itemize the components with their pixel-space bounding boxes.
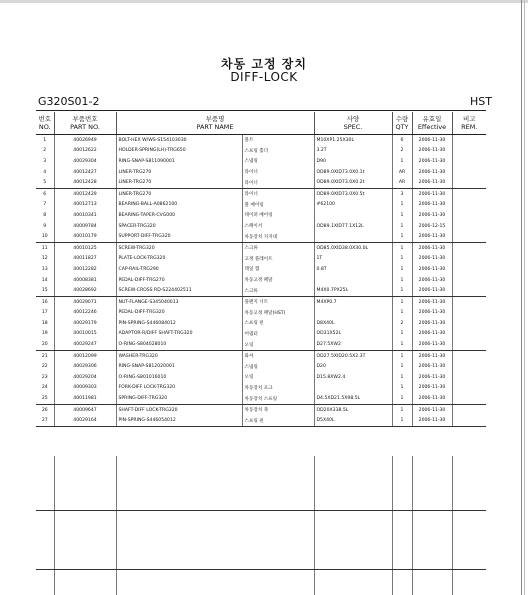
table-row (36, 200, 486, 211)
cell-qty: 1 (392, 254, 412, 265)
header-rule (36, 110, 486, 111)
cell-ko: 차동장치 지지대 (242, 231, 314, 242)
table-row (36, 231, 486, 242)
cell-rem (452, 393, 486, 404)
cell-ko: 차동장치 스프링 (242, 393, 314, 404)
cell-spec: #62100 (314, 200, 392, 211)
cell-part: 40028692 (54, 285, 116, 296)
group-divider (36, 510, 486, 511)
cell-no: 17 (41, 310, 48, 316)
cell-spec: 3.2T (314, 146, 392, 157)
cell-name: O-RING-S801016010 (116, 372, 242, 383)
cell-ko: 라이너 (242, 177, 314, 188)
cell-ko: 레일 캡 (242, 264, 314, 275)
cell-no: 5 (36, 177, 54, 188)
cell-qty: 1 (392, 404, 412, 415)
cell-ko: 플랜지 너트 (242, 296, 314, 307)
table-row (36, 361, 486, 372)
cell-part: 40012282 (54, 264, 116, 275)
header-remark: 비고 REM. (452, 112, 486, 135)
header-spec: 사양 SPEC. (314, 112, 392, 135)
cell-name: LINER-TRG270 (116, 177, 242, 188)
cell-no: 15 (36, 285, 54, 296)
cell-qty: 1 (392, 264, 412, 275)
cell-ko: 차동고정 페달 (242, 275, 314, 286)
cell-rem (452, 372, 486, 383)
table-row (36, 167, 486, 178)
cell-name: BEARING-TAPER-CVG000 (116, 210, 242, 221)
cell-ko: 차동장치 축 (242, 404, 314, 415)
cell-spec: OD20X338.5L (314, 404, 392, 415)
cell-qty: 1 (392, 242, 412, 253)
cell-spec (314, 308, 392, 319)
cell-rem (452, 146, 486, 157)
cell-spec: OD89.1XID77.1X12L (314, 221, 392, 232)
cell-rem (452, 200, 486, 211)
cell-spec: M4X0.7PX25L (314, 285, 392, 296)
cell-ko: 스크류 (242, 242, 314, 253)
cell-part: 40029164 (54, 415, 116, 426)
cell-no: 10 (36, 231, 54, 242)
cell-eff: 2006-11-30 (412, 242, 452, 253)
cell-eff: 2006-11-30 (412, 339, 452, 350)
cell-name: PLATE-LOCK-TRG320 (116, 254, 242, 265)
cell-part: 40029071 (54, 296, 116, 307)
top-edge (0, 0, 528, 3)
cell-name: NUT-FLANGE-S345040013 (116, 296, 242, 307)
cell-eff: 2006-11-30 (412, 156, 452, 167)
cell-ko: 와셔 (242, 350, 314, 361)
cell-spec (314, 231, 392, 242)
table-row (36, 350, 486, 361)
header-qty: 수량 QTY (392, 112, 412, 135)
cell-ko: 어댑터 (242, 329, 314, 340)
cell-qty: 1 (392, 308, 412, 319)
cell-no: 21 (41, 353, 48, 359)
cell-qty: 2 (392, 318, 412, 329)
cell-part: 40012713 (54, 200, 116, 211)
cell-eff: 2006-11-30 (412, 318, 452, 329)
cell-qty: 1 (392, 329, 412, 340)
cell-eff: 2006-11-30 (412, 146, 452, 157)
header-no: 번호 NO. (36, 112, 54, 135)
table-row (36, 135, 486, 146)
cell-part: 40010125 (54, 242, 116, 253)
cell-part: 40010179 (54, 231, 116, 242)
cell-eff: 2006-11-30 (412, 404, 452, 415)
cell-qty: 1 (392, 372, 412, 383)
model-type: HST (470, 95, 492, 108)
cell-rem (452, 285, 486, 296)
cell-ko: 스냅링 (242, 156, 314, 167)
cell-ko: 스프링 핀 (242, 415, 314, 426)
cell-spec: OD27.5XID20.5X2.3T (314, 350, 392, 361)
cell-spec: OD89.0XID73.0X0.5t (314, 188, 392, 199)
cell-eff: 2006-11-30 (412, 177, 452, 188)
cell-ko: 차동장치 포크 (242, 383, 314, 394)
cell-no: 20 (36, 339, 54, 350)
header-effective: 유효일 Effective (412, 112, 452, 135)
cell-eff: 2006-11-30 (412, 135, 452, 146)
cell-no: 23 (41, 374, 48, 380)
cell-name: RING-SNAP-S812020001 (116, 361, 242, 372)
table-row (36, 156, 486, 167)
cell-rem (452, 210, 486, 221)
cell-eff: 2006-11-30 (412, 200, 452, 211)
cell-name: RING-SNAP-S811090001 (116, 156, 242, 167)
cell-ko: 스프링 핀 (242, 318, 314, 329)
table-row (36, 404, 486, 415)
cell-part: 40010341 (54, 210, 116, 221)
cell-no: 27 (36, 415, 54, 426)
cell-ko: 오링 (242, 372, 314, 383)
cell-spec: D15.8XW2.4 (314, 372, 392, 383)
cell-name: PIN-SPRING-S446084012 (116, 318, 242, 329)
cell-part: 40008381 (54, 275, 116, 286)
cell-qty: 3 (392, 188, 412, 199)
table-row (36, 415, 486, 426)
cell-part: 40012246 (54, 308, 116, 319)
cell-eff: 2006-11-30 (412, 308, 452, 319)
cell-part: 40029306 (54, 361, 116, 372)
table-row (36, 275, 486, 286)
cell-name: BOLT-HEX W/WS-S154103030 (116, 135, 242, 146)
cell-rem (452, 308, 486, 319)
cell-spec (314, 210, 392, 221)
cell-rem (452, 350, 486, 361)
cell-eff: 2006-11-30 (412, 167, 452, 178)
cell-no: 1 (43, 137, 47, 143)
column-divider (412, 456, 413, 595)
cell-spec: D27.5XW2 (314, 339, 392, 350)
cell-part: 40009303 (54, 383, 116, 394)
cell-qty: 1 (392, 285, 412, 296)
cell-ko: 볼 베어링 (242, 200, 314, 211)
cell-eff: 2006-11-30 (412, 285, 452, 296)
cell-name: LINER-TRG270 (116, 167, 242, 178)
cell-no: 16 (41, 299, 48, 305)
document-code: G320S01-2 (38, 95, 100, 108)
cell-rem (452, 296, 486, 307)
cell-ko: 고정 플레이트 (242, 254, 314, 265)
cell-name: PEDAL-DIFF-TRG270 (116, 275, 242, 286)
empty-rows-area (36, 456, 486, 595)
cell-no: 6 (43, 191, 47, 197)
cell-ko: 테이퍼 베어링 (242, 210, 314, 221)
cell-eff: 2006-11-30 (412, 254, 452, 265)
table-row (36, 146, 486, 157)
cell-no: 14 (41, 277, 48, 283)
table-row (36, 329, 486, 340)
cell-rem (452, 275, 486, 286)
cell-rem (452, 242, 486, 253)
cell-eff: 2006-11-30 (412, 393, 452, 404)
cell-name: SHAFT-DIFF LOCK-TRG320 (116, 404, 242, 415)
cell-rem (452, 177, 486, 188)
cell-part: 40009784 (54, 221, 116, 232)
cell-qty: 1 (392, 383, 412, 394)
cell-name: SPRING-DIFF-TRG320 (116, 393, 242, 404)
cell-part: 40012427 (54, 167, 116, 178)
cell-spec: M4XP0.7 (314, 296, 392, 307)
cell-spec: OD89.0XID73.0X0.2t (314, 177, 392, 188)
cell-name: SUPPORT-DIFF-TRG320 (116, 231, 242, 242)
cell-spec: 1T (314, 254, 392, 265)
cell-rem (452, 231, 486, 242)
cell-part: 40012622 (54, 146, 116, 157)
cell-eff: 2006-11-30 (412, 275, 452, 286)
cell-no: 12 (41, 256, 48, 262)
table-row (36, 285, 486, 296)
cell-part: 40012429 (54, 188, 116, 199)
cell-spec: OD89.0XID73.0X0.1t (314, 167, 392, 178)
cell-eff: 2006-11-30 (412, 415, 452, 426)
cell-name: FORK-DIFF LOCK-TRG320 (116, 383, 242, 394)
cell-qty: 1 (392, 221, 412, 232)
cell-part: 40011981 (54, 393, 116, 404)
cell-spec: D90 (314, 156, 392, 167)
cell-spec (314, 275, 392, 286)
table-row (36, 308, 486, 319)
cell-name: PEDAL-DIFF-TRG320 (116, 308, 242, 319)
cell-eff: 2006-11-30 (412, 329, 452, 340)
parts-table (36, 112, 486, 427)
cell-spec: D20 (314, 361, 392, 372)
cell-name: SPACER-TRG320 (116, 221, 242, 232)
cell-part: 40009647 (54, 404, 116, 415)
cell-name: CAP-RAIL-TRG290 (116, 264, 242, 275)
cell-rem (452, 156, 486, 167)
cell-part: 40011827 (54, 254, 116, 265)
cell-part: 40029204 (54, 372, 116, 383)
header-part-no: 부품번호 PART NO. (54, 112, 116, 135)
cell-no: 8 (43, 212, 47, 218)
cell-no: 25 (36, 393, 54, 404)
cell-name: O-RING-S804028010 (116, 339, 242, 350)
cell-qty: 1 (392, 415, 412, 426)
table-row (36, 177, 486, 188)
cell-part: 40026949 (54, 135, 116, 146)
table-header-row (36, 112, 486, 135)
cell-eff: 2006-11-30 (412, 296, 452, 307)
cell-rem (452, 404, 486, 415)
cell-spec (314, 383, 392, 394)
cell-rem (452, 415, 486, 426)
cell-ko: 라이너 (242, 167, 314, 178)
cell-eff: 2006-11-30 (412, 383, 452, 394)
cell-name: PIN-SPRING-S446054012 (116, 415, 242, 426)
cell-part: 40012428 (54, 177, 116, 188)
cell-no: 22 (41, 364, 48, 370)
cell-part: 40029247 (54, 339, 116, 350)
cell-qty: 2 (392, 146, 412, 157)
cell-no: 9 (43, 223, 47, 229)
cell-eff: 2006-11-30 (412, 361, 452, 372)
table-row (36, 188, 486, 199)
cell-qty: AR (392, 167, 412, 178)
table-row (36, 254, 486, 265)
cell-eff: 2006-12-15 (412, 221, 452, 232)
column-divider (116, 456, 117, 595)
cell-rem (452, 318, 486, 329)
column-divider (314, 456, 315, 595)
title-korean: 차동 고정 장치 (221, 57, 307, 71)
cell-ko: 라이너 (242, 188, 314, 199)
table-row (36, 264, 486, 275)
cell-rem (452, 264, 486, 275)
cell-no: 13 (41, 266, 48, 272)
cell-spec: OD85.0XID38.0X30.0L (314, 242, 392, 253)
cell-qty: 1 (392, 156, 412, 167)
table-row (36, 339, 486, 350)
cell-spec: OD31X52L (314, 329, 392, 340)
cell-rem (452, 339, 486, 350)
cell-qty: 1 (392, 350, 412, 361)
cell-ko: 오링 (242, 339, 314, 350)
cell-qty: 1 (392, 296, 412, 307)
cell-ko: 볼트 (242, 135, 314, 146)
cell-qty: 1 (392, 200, 412, 211)
header-part-name: 부품명 PART NAME (116, 112, 314, 135)
cell-ko: 스크류 (242, 285, 314, 296)
cell-eff: 2006-11-30 (412, 372, 452, 383)
cell-no: 24 (41, 385, 48, 391)
cell-no: 2 (43, 148, 47, 154)
cell-ko: 스프링 홀더 (242, 146, 314, 157)
cell-rem (452, 135, 486, 146)
cell-rem (452, 361, 486, 372)
cell-spec: D5X40L (314, 415, 392, 426)
page-edge-line (524, 0, 525, 595)
cell-rem (452, 167, 486, 178)
cell-part: 40029304 (54, 156, 116, 167)
cell-qty: 1 (392, 210, 412, 221)
cell-name: SCREW-TRG320 (116, 242, 242, 253)
cell-part: 40029179 (54, 318, 116, 329)
cell-name: WASHER-TRG320 (116, 350, 242, 361)
column-divider (452, 456, 453, 595)
cell-name: HOLDER-SPRING(LH)-TRG650 (116, 146, 242, 157)
cell-part: 40012099 (54, 350, 116, 361)
cell-no: 26 (41, 407, 48, 413)
group-divider (36, 569, 486, 570)
cell-spec: D8X40L (314, 318, 392, 329)
cell-qty: 1 (392, 361, 412, 372)
cell-name: LINER-TRG270 (116, 188, 242, 199)
cell-name: BEARING-BALL-A0862100 (116, 200, 242, 211)
table-row (36, 383, 486, 394)
cell-rem (452, 188, 486, 199)
cell-no: 19 (41, 331, 48, 337)
cell-name: SCREW-CROSS RD-S224402511 (116, 285, 242, 296)
cell-rem (452, 329, 486, 340)
cell-no: 18 (41, 320, 48, 326)
cell-qty: AR (392, 177, 412, 188)
table-row (36, 210, 486, 221)
page-edge-line (521, 0, 522, 595)
cell-rem (452, 254, 486, 265)
table-row (36, 242, 486, 253)
cell-ko: 차동고정 페달(HST) (242, 308, 314, 319)
cell-qty: 1 (392, 339, 412, 350)
cell-eff: 2006-11-30 (412, 231, 452, 242)
column-divider (392, 456, 393, 595)
cell-spec: M10XP1.25X30L (314, 135, 392, 146)
cell-no: 11 (41, 245, 48, 251)
table-row (36, 393, 486, 404)
cell-rem (452, 383, 486, 394)
cell-eff: 2006-11-30 (412, 350, 452, 361)
cell-eff: 2006-11-30 (412, 264, 452, 275)
cell-part: 40010015 (54, 329, 116, 340)
table-row (36, 372, 486, 383)
cell-rem (452, 221, 486, 232)
table-row (36, 221, 486, 232)
cell-qty: 1 (392, 275, 412, 286)
column-divider (54, 456, 55, 595)
cell-ko: 스페이서 (242, 221, 314, 232)
title-english: DIFF-LOCK (230, 70, 298, 84)
cell-no: 4 (43, 169, 47, 175)
table-row (36, 296, 486, 307)
cell-eff: 2006-11-30 (412, 188, 452, 199)
cell-ko: 스냅링 (242, 361, 314, 372)
cell-spec: 0.8T (314, 264, 392, 275)
cell-no: 3 (43, 158, 47, 164)
cell-eff: 2006-11-30 (412, 210, 452, 221)
table-row (36, 318, 486, 329)
cell-name: ADAPTOR-R/DIFF SHAFT-TRG320 (116, 329, 242, 340)
cell-spec: D4.5XD21.5X98.5L (314, 393, 392, 404)
cell-no: 7 (43, 202, 47, 208)
cell-qty: 1 (392, 231, 412, 242)
cell-qty: 6 (392, 135, 412, 146)
cell-qty: 1 (392, 393, 412, 404)
